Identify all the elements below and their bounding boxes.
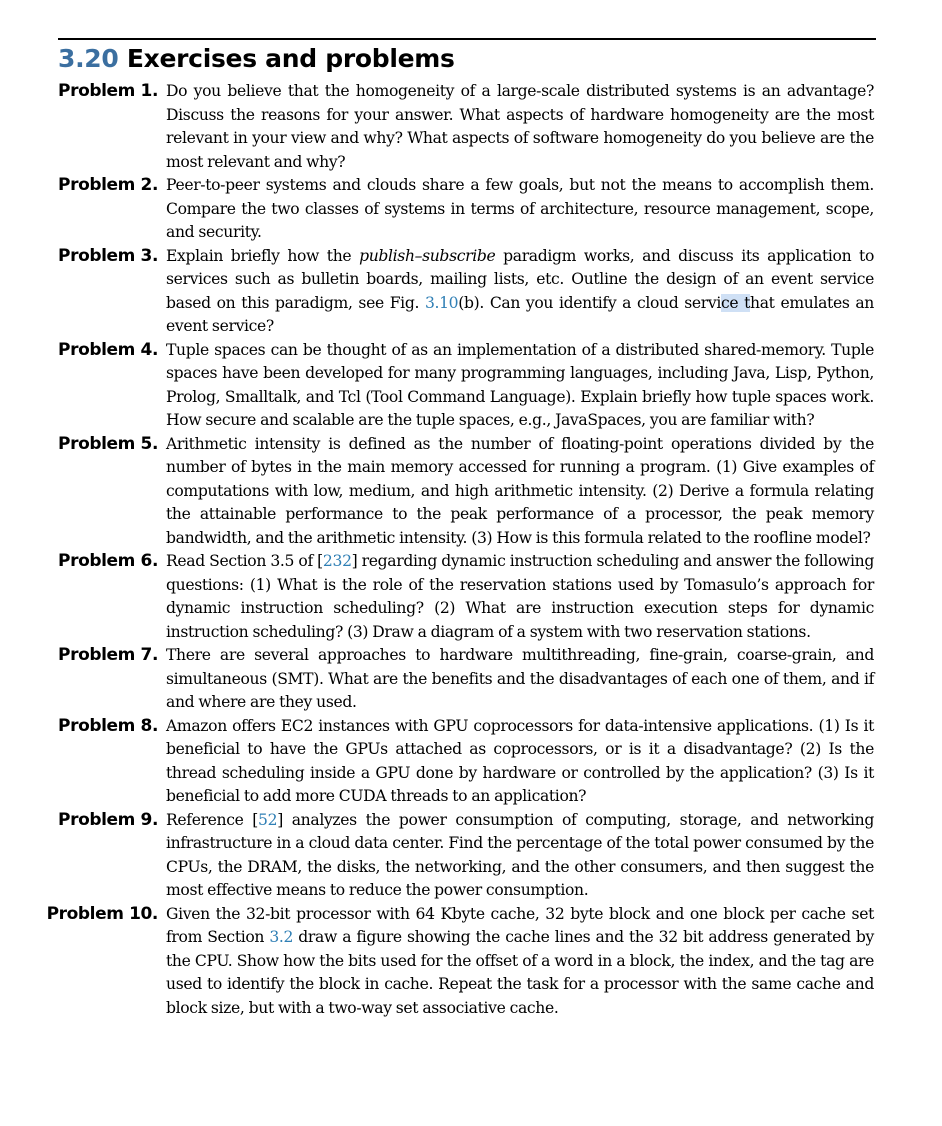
section-title: Exercises and problems <box>126 44 455 73</box>
problem-label: Problem 10. <box>46 903 158 924</box>
problem-label: Problem 8. <box>58 715 158 736</box>
problem-text: There are several approaches to hardware multithreading, fine-grain, coarse-grain, and simultaneous (SMT). What are the benefits and the disadvantages of each one of them, and if and where are they used. <box>166 646 874 711</box>
text-run: draw a figure showing the cache lines and the 32 bit address generated by the CPU. Show how the bits used for the offset of a word in a block, the index, and the tag are used to identify the block in cache. Repeat the task for a processor with the same cache and block size, but with a two-way set associative cache. <box>166 928 875 1017</box>
problem-4 <box>0 339 942 433</box>
problem-text: Tuple spaces can be thought of as an implementation of a distributed shared-memory. Tuple spaces have been developed for many programming languages, including Java, Lisp, Python, Prolog, Smalltalk, and Tcl (Tool Command Language). Explain briefly how tuple spaces work. How secure and scalable are the tuple spaces, e.g., JavaSpaces, you are familiar with? <box>166 340 874 429</box>
problem-7 <box>0 644 942 715</box>
problem-text <box>166 903 874 1021</box>
problem-label: Problem 3. <box>58 245 158 266</box>
text-run: Reference [ <box>166 810 259 829</box>
problem-label: Problem 2. <box>58 175 158 195</box>
citation-link[interactable]: 232 <box>322 552 352 570</box>
section-number: 3.20 <box>58 44 119 73</box>
problem-label: Problem 7. <box>58 645 158 665</box>
figure-link[interactable]: 3.10 <box>424 293 459 312</box>
problem-label: Problem 6. <box>58 551 158 571</box>
problem-8 <box>0 715 942 809</box>
problem-10 <box>0 903 942 1021</box>
problem-9 <box>0 809 942 903</box>
text-run: Given the 32-bit processor with 64 Kbyte cache, 32 byte block and one block per cache set from Section <box>166 904 874 946</box>
problem-6 <box>0 550 942 644</box>
problem-text: Amazon offers EC2 instances with GPU coprocessors for data-intensive applications. (1) Is it beneficial to have the GPUs attached as coprocessors, or is it a disadvantage? (2) Is the thread scheduling inside a GPU done by hardware or controlled by the application? (3) Is it beneficial to add more CUDA threads to an application? <box>166 716 874 805</box>
problem-label: Problem 4. <box>58 339 158 360</box>
problem-text <box>166 245 874 339</box>
problem-label: Problem 9. <box>58 809 158 830</box>
problem-text <box>166 809 874 903</box>
problem-2 <box>0 174 942 245</box>
text-run: Explain briefly how the <box>166 246 360 265</box>
problem-1 <box>0 80 942 174</box>
problem-3 <box>0 245 942 339</box>
problem-text <box>166 550 874 644</box>
problem-text: Do you believe that the homogeneity of a large-scale distributed systems is an advantage? Discuss the reasons for your answer. What aspects of hardware homogeneity are the most relevant in your view and why? What aspects of software homogeneity do you believe are the most relevant and why? <box>166 82 874 171</box>
text-selection-highlight: ce t <box>720 293 751 312</box>
emphasized-term: publish–subscribe <box>359 246 496 265</box>
text-run: paradigm works, and discuss its application to services such as bulletin boards, mailing lists, etc. Outline the design of an event service based on this paradigm, see Fig. <box>166 246 874 312</box>
text-run: ] analyzes the power consumption of computing, storage, and networking infrastructure in a cloud data center. Find the percentage of the total power consumed by the CPUs, the DRAM, the disks, the networking, and the other consumers, and then suggest the most effective means to reduce the power consumption. <box>166 810 874 899</box>
section-link[interactable]: 3.2 <box>269 928 294 946</box>
citation-link[interactable]: 52 <box>258 810 278 829</box>
problem-text: Arithmetic intensity is defined as the number of floating-point operations divided by the number of bytes in the main memory accessed for running a program. (1) Give examples of computations with low, medium, and high arithmetic intensity. (2) Derive a formula relating the attainable performance to the peak performance of a processor, the peak memory bandwidth, and the arithmetic intensity. (3) How is this formula related to the roofline model? <box>166 434 874 547</box>
text-run: ] regarding dynamic instruction scheduling and answer the following questions: (1) What is the role of the reservation stations used by Tomasulo’s approach for dynamic instruction scheduling? (2) What are instruction execution steps for dynamic instruction scheduling? (3) Draw a diagram of a system with two reservation stations. <box>166 552 874 641</box>
section-rule <box>58 38 876 40</box>
text-run: (b). Can you identify a cloud servi <box>458 293 721 312</box>
problem-list <box>0 80 942 1020</box>
text-run: Read Section 3.5 of [ <box>166 552 323 570</box>
section-heading <box>58 44 455 73</box>
problem-text: Peer-to-peer systems and clouds share a few goals, but not the means to accomplish them. Compare the two classes of systems in terms of architecture, resource management, scope, and security. <box>166 176 874 241</box>
problem-label: Problem 5. <box>58 433 158 454</box>
problem-label: Problem 1. <box>58 81 158 101</box>
problem-5 <box>0 433 942 551</box>
text-run: hat emulates an event service? <box>166 293 874 335</box>
